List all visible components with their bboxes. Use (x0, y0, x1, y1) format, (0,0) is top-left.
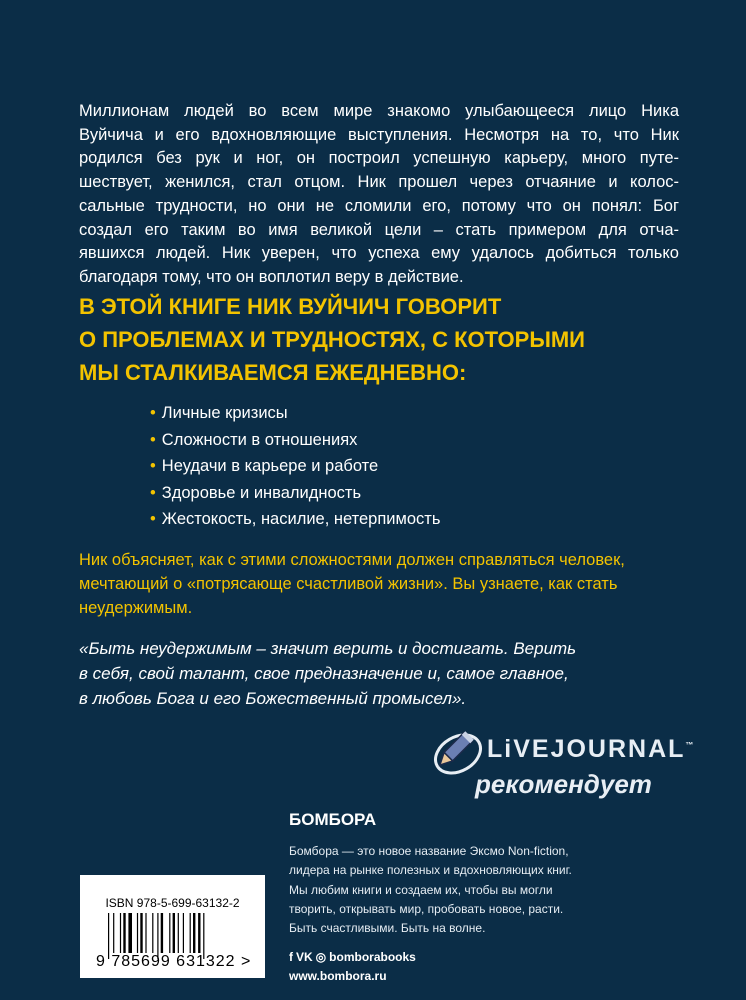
livejournal-badge (430, 727, 696, 807)
explanation-line: неудержимым. (79, 599, 193, 617)
barcode-bar (137, 913, 138, 953)
barcode-bar (113, 913, 114, 953)
vk-icon[interactable]: VK (296, 950, 313, 965)
barcode-bar (169, 913, 170, 953)
social-handle[interactable]: bomborabooks (329, 950, 416, 965)
intro-line: родился без рук и ног, он построил успешную карьеру, много путе- (79, 149, 679, 168)
barcode-number: 9 785699 631322 > (96, 953, 252, 970)
publisher-line: Мы любим книги и создаем их, чтобы вы могли (289, 882, 553, 897)
list-item (150, 453, 440, 480)
intro-line: благодаря тому, что он воплотил веру в действие. (79, 267, 464, 286)
headline-line: О ПРОБЛЕМАХ И ТРУДНОСТЯХ, С КОТОРЫМИ (79, 327, 585, 352)
topic-text: Здоровье и инвалидность (161, 483, 362, 502)
intro-paragraph (79, 100, 679, 290)
barcode-bar (123, 913, 125, 953)
barcode-bar (145, 913, 146, 953)
barcode-bar (173, 913, 175, 953)
publisher-description (289, 842, 572, 938)
list-item (150, 427, 440, 454)
isbn-barcode (80, 875, 265, 978)
barcode-bar (193, 913, 195, 953)
list-item (150, 480, 440, 507)
list-item (150, 400, 440, 427)
website-link[interactable]: www.bombora.ru (289, 969, 387, 984)
intro-line: Миллионам людей во всем мире знакомо улыбающееся лицо Ника (79, 102, 679, 120)
publisher-line: творить, открывать мир, пробовать новое, расти. (289, 901, 564, 916)
publisher-block (289, 810, 572, 986)
barcode-bar (128, 913, 132, 953)
barcode-bar (140, 913, 142, 953)
quote-line: в себя, свой талант, свое предназначение и, самое главное, (79, 664, 569, 683)
topics-list (150, 400, 440, 533)
recommends-text: рекомендует (475, 769, 652, 799)
barcode-bar (120, 913, 121, 953)
intro-line: создал его таким во имя великой цели – стать примером для отча- (79, 220, 679, 239)
quote-line: «Быть неудержимым – значит верить и достигать. Верить (79, 639, 577, 658)
intro-line: явшихся людей. Ник уверен, что успеха ему удалось добиться только (79, 244, 679, 263)
isbn-text: ISBN 978-5-699-63132-2 (105, 896, 240, 910)
publisher-line: лидера на рынке полезных и вдохновляющих книг. (289, 863, 572, 878)
topic-text: Жестокость, насилие, нетерпимость (161, 510, 441, 528)
instagram-icon[interactable]: ◎ (315, 950, 327, 965)
headline-line: В ЭТОЙ КНИГЕ НИК ВУЙЧИЧ ГОВОРИТ (79, 294, 502, 319)
publisher-line: Бомбора — это новое название Эксмо Non-fiction, (289, 844, 569, 858)
bullet-icon: • (150, 510, 156, 528)
bullet-icon: • (150, 457, 156, 475)
intro-line: Вуйчича и его вдохновляющие выступления. Несмотря на то, что Ник (79, 125, 679, 144)
explanation-line: мечтающий о «потрясающе счастливой жизни». Вы узнаете, как стать (79, 575, 618, 593)
social-links (289, 948, 572, 986)
bullet-icon: • (150, 483, 156, 502)
barcode-bar (161, 913, 163, 953)
livejournal-logo: LiVEJOURNAL™ (487, 735, 696, 763)
topic-text: Неудачи в карьере и работе (161, 457, 379, 475)
barcode-bar (178, 913, 179, 953)
explanation-line: Ник объясняет, как с этими сложностями должен справляться человек, (79, 551, 625, 569)
list-item (150, 506, 440, 533)
barcode-bar (183, 913, 184, 953)
explanation-paragraph (79, 548, 625, 620)
barcode-bar (198, 913, 200, 953)
bullet-icon: • (150, 404, 156, 422)
headline-line: МЫ СТАЛКИВАЕМСЯ ЕЖЕДНЕВНО: (79, 360, 467, 385)
quote (79, 636, 576, 711)
topic-text: Личные кризисы (161, 404, 288, 422)
bullet-icon: • (150, 430, 156, 449)
topic-text: Сложности в отношениях (161, 430, 358, 449)
barcode-bar (190, 913, 191, 953)
facebook-icon[interactable]: f (289, 950, 293, 965)
publisher-name: БОМБОРА (289, 810, 377, 829)
headline (79, 290, 585, 389)
barcode-bar (152, 913, 153, 953)
quote-line: в любовь Бога и его Божественный промысел». (79, 689, 467, 708)
intro-line: сальные трудности, но они не сломили его, потому что он понял: Бог (79, 196, 679, 215)
intro-line: шествует, женился, стал отцом. Ник прошел через отчаяние и колос- (79, 173, 679, 192)
publisher-line: Быть счастливыми. Быть на волне. (289, 921, 486, 936)
